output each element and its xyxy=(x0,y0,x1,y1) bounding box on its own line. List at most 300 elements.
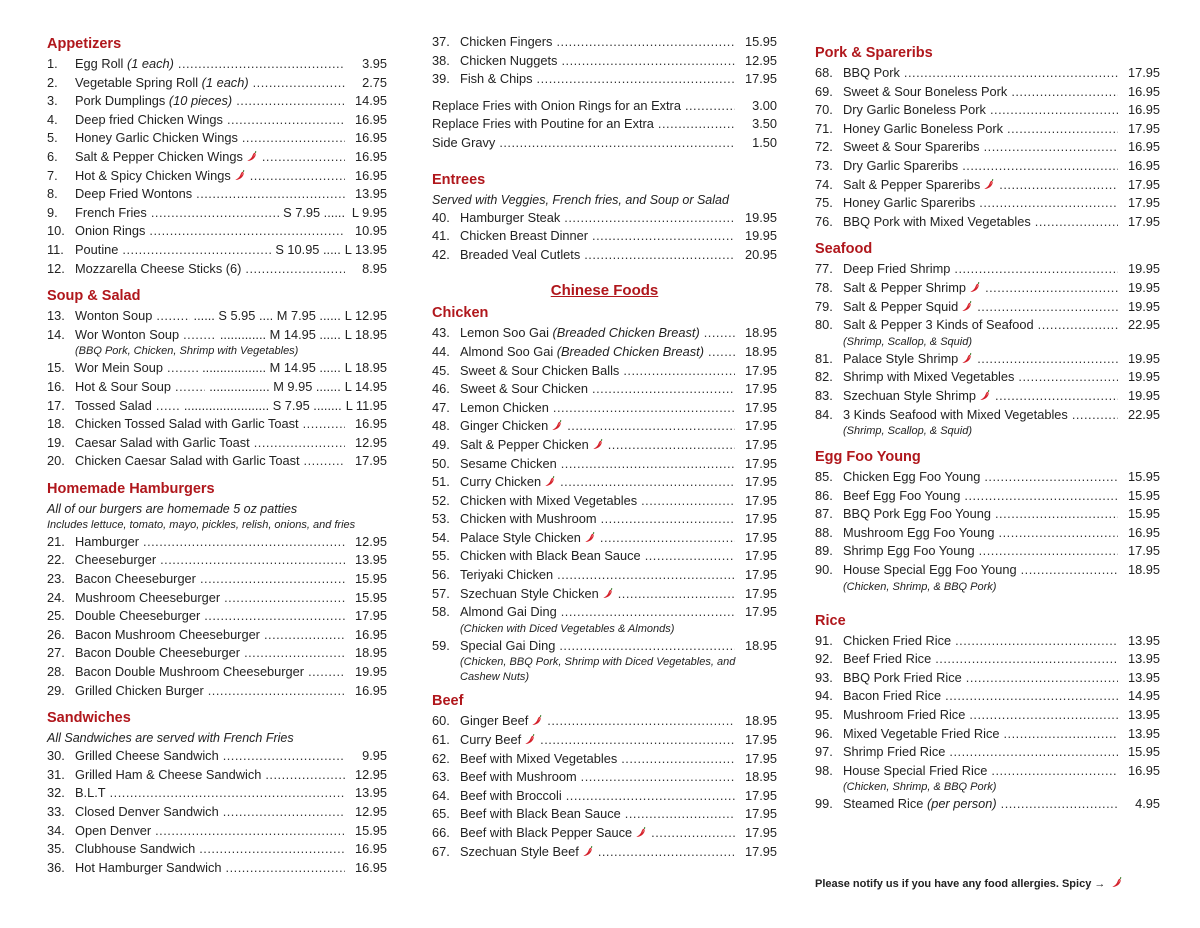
item-number: 60. xyxy=(432,713,450,729)
dot-leader xyxy=(685,97,735,116)
menu-item xyxy=(432,399,777,418)
dot-leader xyxy=(553,399,735,418)
item-name: Chicken Egg Foo Young xyxy=(843,469,981,485)
item-name: House Special Egg Foo Young xyxy=(843,562,1017,578)
item-number: 72. xyxy=(815,139,833,155)
item-price: 12.95 xyxy=(744,52,777,68)
item-price: 17.95 xyxy=(744,399,777,415)
item-name: Chicken Fried Rice xyxy=(843,632,952,648)
item-price: 15.95 xyxy=(1127,487,1160,503)
menu-item xyxy=(432,787,777,806)
item-name-wrap xyxy=(843,487,960,506)
item-name: Bacon Mushroom Cheeseburger xyxy=(75,626,260,642)
menu-item xyxy=(432,566,777,585)
item-price: L 11.95 xyxy=(345,397,387,413)
menu-item xyxy=(432,510,777,529)
menu-item xyxy=(47,766,387,785)
menu-item xyxy=(47,241,387,260)
dot-leader xyxy=(149,222,345,241)
menu-item xyxy=(432,362,777,381)
item-name-wrap xyxy=(75,359,163,378)
item-price: 16.95 xyxy=(354,859,387,875)
menu-item xyxy=(432,529,777,548)
item-number: 81. xyxy=(815,350,833,366)
section-title: Pork & Spareribs xyxy=(815,45,933,61)
section-title: Appetizers xyxy=(47,36,122,52)
menu-item xyxy=(47,682,387,701)
item-name-wrap xyxy=(460,52,557,71)
item-name: Special Gai Ding xyxy=(460,637,556,653)
item-price: 17.95 xyxy=(744,843,777,859)
item-name: Clubhouse Sandwich xyxy=(75,841,196,857)
item-note: (BBQ Pork, Chicken, Shrimp with Vegetables) xyxy=(75,345,299,358)
item-name: Mozzarella Cheese Sticks (6) xyxy=(75,260,242,276)
item-price: 16.95 xyxy=(354,111,387,127)
item-number: 55. xyxy=(432,548,450,564)
item-price: L 12.95 xyxy=(344,308,387,324)
menu-item xyxy=(815,706,1160,725)
item-name-wrap xyxy=(460,343,704,362)
item-name-wrap xyxy=(75,589,220,608)
item-name-wrap xyxy=(75,148,258,167)
item-name-wrap xyxy=(843,260,950,279)
item-name-wrap xyxy=(75,607,200,626)
item-name: Breaded Veal Cutlets xyxy=(460,246,581,262)
item-name: Steamed Rice xyxy=(843,796,924,812)
item-number: 90. xyxy=(815,562,833,578)
spacer xyxy=(47,0,387,33)
item-name: Bacon Double Cheeseburger xyxy=(75,645,241,661)
item-name-wrap xyxy=(460,712,543,731)
item-price: L 18.95 xyxy=(344,326,387,342)
dot-leader xyxy=(561,455,735,474)
extra-name: Side Gravy xyxy=(432,134,496,150)
dot-leader xyxy=(990,101,1118,120)
dot-leader xyxy=(561,603,735,622)
section-title: Chicken xyxy=(432,305,489,322)
item-price: 15.95 xyxy=(354,571,387,587)
dot-leader xyxy=(1001,795,1118,814)
item-price: 4.95 xyxy=(1135,796,1160,812)
dot-leader xyxy=(559,637,735,656)
dot-leader xyxy=(223,747,345,766)
item-number: 53. xyxy=(432,511,450,527)
dot-leader xyxy=(557,566,735,585)
item-price: 18.95 xyxy=(744,325,777,341)
item-name: French Fries xyxy=(75,204,147,220)
item-price: 17.95 xyxy=(744,567,777,583)
dot-leader xyxy=(200,570,345,589)
item-name: Deep fried Chicken Wings xyxy=(75,111,223,127)
item-price: 17.95 xyxy=(744,418,777,434)
item-number: 69. xyxy=(815,83,833,99)
chinese-foods-title: Chinese Foods xyxy=(550,282,659,300)
item-number: 97. xyxy=(815,744,833,760)
dot-leader xyxy=(304,452,345,471)
item-name: Chicken Caesar Salad with Garlic Toast xyxy=(75,453,300,469)
item-name: Chicken Fingers xyxy=(460,34,553,49)
dot-leader xyxy=(236,92,345,111)
extra-price: 3.00 xyxy=(752,97,777,113)
item-number: 42. xyxy=(432,246,450,262)
section-title: Homemade Hamburgers xyxy=(47,480,215,497)
menu-item xyxy=(47,533,387,552)
dot-leader xyxy=(945,687,1118,706)
item-number: 27. xyxy=(47,645,65,661)
item-name-wrap xyxy=(843,561,1017,580)
item-number: 29. xyxy=(47,682,65,698)
item-number: 51. xyxy=(432,474,450,490)
menu-item xyxy=(432,33,777,52)
menu-item xyxy=(432,547,777,566)
dot-leader xyxy=(969,706,1118,725)
spacer xyxy=(47,700,387,707)
item-name-wrap xyxy=(460,805,621,824)
item-number: 10. xyxy=(47,223,65,239)
item-name: Szechuan Style Shrimp xyxy=(843,387,977,403)
dot-leader xyxy=(955,632,1118,651)
menu-item xyxy=(815,138,1160,157)
item-price: 15.95 xyxy=(1127,469,1160,485)
item-name-wrap xyxy=(843,725,1000,744)
item-name: Closed Denver Sandwich xyxy=(75,804,219,819)
item-price: 12.95 xyxy=(354,434,387,450)
item-number: 54. xyxy=(432,529,450,545)
item-price: 19.95 xyxy=(1127,298,1160,314)
item-name: Wor Mein Soup xyxy=(75,360,163,376)
menu-item xyxy=(815,487,1160,506)
item-number: 71. xyxy=(815,120,833,136)
dot-leader xyxy=(999,176,1118,195)
item-name: Salt & Pepper Chicken xyxy=(460,436,589,452)
item-name: Deep Fried Shrimp xyxy=(843,261,951,277)
item-number: 13. xyxy=(47,308,65,324)
dot-leader xyxy=(183,326,216,345)
item-price: 17.95 xyxy=(744,529,777,545)
item-price: 16.95 xyxy=(1127,102,1160,118)
item-price: L 18.95 xyxy=(344,360,387,376)
item-name: Ginger Beef xyxy=(460,713,529,729)
dot-leader xyxy=(1011,83,1118,102)
item-number: 5. xyxy=(47,130,58,146)
menu-item xyxy=(47,415,387,434)
item-price: 18.95 xyxy=(744,637,777,653)
item-name: Honey Garlic Chicken Wings xyxy=(75,130,238,146)
item-name: Sweet & Sour Spareribs xyxy=(843,139,980,155)
menu-item xyxy=(47,607,387,626)
dot-leader xyxy=(621,750,735,769)
menu-item xyxy=(432,750,777,769)
item-number: 9. xyxy=(47,204,58,220)
item-price: 15.95 xyxy=(1127,744,1160,760)
dot-leader xyxy=(645,547,735,566)
item-number: 63. xyxy=(432,769,450,785)
item-number: 17. xyxy=(47,397,65,413)
item-price: 8.95 xyxy=(362,260,387,276)
item-name-wrap xyxy=(75,260,241,279)
item-price: 10.95 xyxy=(354,223,387,239)
section-title: Soup & Salad xyxy=(47,288,141,305)
item-name: Hot Hamburger Sandwich xyxy=(75,859,222,875)
item-detail: (Breaded Chicken Breast) xyxy=(552,325,700,341)
item-number: 14. xyxy=(47,326,65,342)
menu-item xyxy=(815,350,1160,369)
item-name-wrap xyxy=(460,436,604,455)
dot-leader xyxy=(1035,213,1118,232)
item-name: Bacon Cheeseburger xyxy=(75,571,196,587)
menu-item xyxy=(432,824,777,843)
item-price: 17.95 xyxy=(744,732,777,748)
item-price: 18.95 xyxy=(354,645,387,661)
dot-leader xyxy=(242,129,345,148)
menu-item xyxy=(815,298,1160,317)
item-name: Mushroom Egg Foo Young xyxy=(843,524,995,540)
menu-item xyxy=(815,176,1160,195)
item-name: Grilled Ham & Cheese Sandwich xyxy=(75,766,262,782)
item-number: 43. xyxy=(432,325,450,341)
item-name: 3 Kinds Seafood with Mixed Vegetables xyxy=(843,406,1068,422)
item-name-wrap xyxy=(75,415,299,434)
item-size-price: S 10.95 ..... xyxy=(275,241,341,257)
item-number: 66. xyxy=(432,825,450,840)
dot-leader xyxy=(110,784,345,803)
item-number: 59. xyxy=(432,637,450,653)
item-name-wrap xyxy=(843,387,991,406)
item-name-wrap xyxy=(843,505,991,524)
menu-item xyxy=(815,120,1160,139)
item-name-wrap xyxy=(460,824,647,843)
menu-item xyxy=(47,359,387,378)
item-name-wrap xyxy=(75,570,196,589)
menu-item xyxy=(815,669,1160,688)
item-number: 12. xyxy=(47,260,65,276)
menu-item xyxy=(47,74,387,93)
dot-leader xyxy=(199,840,345,859)
item-price: 16.95 xyxy=(1127,762,1160,778)
item-note: (Shrimp, Scallop, & Squid) xyxy=(843,425,972,438)
item-name: Dry Garlic Boneless Pork xyxy=(843,102,986,118)
item-name: Bacon Double Mushroom Cheeseburger xyxy=(75,664,305,680)
item-name: Caesar Salad with Garlic Toast xyxy=(75,434,250,450)
menu-item xyxy=(432,380,777,399)
item-name: Egg Roll xyxy=(75,56,124,71)
item-number: 75. xyxy=(815,195,833,211)
item-price: 20.95 xyxy=(744,246,777,262)
item-name-wrap xyxy=(75,55,174,74)
item-size-price: ............. M 14.95 ...... xyxy=(219,326,341,342)
item-name-wrap xyxy=(75,840,195,859)
dot-leader xyxy=(995,505,1118,524)
dot-leader xyxy=(608,436,735,455)
spacer xyxy=(432,153,777,169)
item-price: 17.95 xyxy=(354,608,387,624)
item-name: Almond Soo Gai xyxy=(460,343,554,359)
item-name: Beef Egg Foo Young xyxy=(843,487,961,503)
item-price: 15.95 xyxy=(1127,506,1160,522)
menu-item xyxy=(815,505,1160,524)
item-number: 45. xyxy=(432,362,450,378)
item-name-wrap xyxy=(843,350,973,369)
item-name: Grilled Chicken Burger xyxy=(75,682,204,698)
spacer xyxy=(432,89,777,97)
menu-item xyxy=(815,468,1160,487)
item-size-price: S 7.95 ...... xyxy=(283,204,345,220)
dot-leader xyxy=(985,279,1118,298)
item-price: 3.95 xyxy=(362,56,387,71)
dot-leader xyxy=(156,307,189,326)
dot-leader xyxy=(253,74,345,93)
menu-item xyxy=(47,803,387,822)
dot-leader xyxy=(156,397,180,416)
dot-leader xyxy=(208,682,345,701)
item-price: 17.95 xyxy=(744,787,777,803)
item-price: 13.95 xyxy=(1127,669,1160,685)
item-name-wrap xyxy=(460,70,533,89)
item-number: 82. xyxy=(815,369,833,385)
dot-leader xyxy=(904,64,1118,83)
item-name-wrap xyxy=(460,33,552,52)
item-name-wrap xyxy=(843,176,995,195)
dot-leader xyxy=(567,417,735,436)
extra-option xyxy=(432,97,777,116)
item-name: Teriyaki Chicken xyxy=(460,567,554,583)
item-price: 17.95 xyxy=(354,453,387,469)
item-name-wrap xyxy=(75,92,232,111)
section-subtitle: All of our burgers are homemade 5 oz patties xyxy=(47,501,298,516)
dot-leader xyxy=(991,762,1118,781)
item-name-wrap xyxy=(75,326,179,345)
dot-leader xyxy=(303,415,345,434)
dot-leader xyxy=(977,350,1118,369)
dot-leader xyxy=(601,510,735,529)
item-price: 22.95 xyxy=(1127,317,1160,333)
item-price: 2.75 xyxy=(362,74,387,90)
item-name: BBQ Pork xyxy=(843,65,900,80)
item-number: 7. xyxy=(47,167,58,183)
dot-leader xyxy=(979,194,1118,213)
item-name-wrap xyxy=(75,822,151,841)
item-name: Beef with Mixed Vegetables xyxy=(460,750,618,766)
item-number: 37. xyxy=(432,34,450,49)
dot-leader xyxy=(708,343,735,362)
item-name-wrap xyxy=(843,762,987,781)
item-name: Chicken Tossed Salad with Garlic Toast xyxy=(75,416,299,432)
item-name-wrap xyxy=(843,743,945,762)
item-name-wrap xyxy=(843,120,1003,139)
item-number: 19. xyxy=(47,434,65,450)
item-number: 94. xyxy=(815,688,833,704)
item-note: (Chicken, Shrimp, & BBQ Pork) xyxy=(843,580,997,593)
item-name-wrap xyxy=(460,585,614,604)
menu-item xyxy=(432,209,777,228)
item-name: Hot & Sour Soup xyxy=(75,378,172,394)
item-price: 17.95 xyxy=(1127,65,1160,80)
item-name: Shrimp with Mixed Vegetables xyxy=(843,369,1015,385)
extra-name: Replace Fries with Onion Rings for an Extra xyxy=(432,97,681,113)
footer-text: Please notify us if you have any food allergies. Spicy → xyxy=(815,878,1106,890)
item-name-wrap xyxy=(843,64,900,83)
menu-item xyxy=(432,246,777,265)
item-number: 92. xyxy=(815,651,833,667)
item-number: 57. xyxy=(432,585,450,601)
dot-leader xyxy=(178,55,345,74)
item-number: 86. xyxy=(815,487,833,503)
item-name-wrap xyxy=(843,669,962,688)
item-number: 28. xyxy=(47,664,65,680)
section-title: Seafood xyxy=(815,241,873,258)
item-name-wrap xyxy=(843,213,1031,232)
dot-leader xyxy=(244,644,345,663)
item-price: 12.95 xyxy=(354,766,387,782)
menu-item xyxy=(432,417,777,436)
dot-leader xyxy=(966,669,1118,688)
menu-item xyxy=(47,55,387,74)
dot-leader xyxy=(1004,725,1119,744)
item-name-wrap xyxy=(75,859,222,878)
section-title: Entrees xyxy=(432,171,486,188)
menu-item xyxy=(815,762,1160,781)
item-name-wrap xyxy=(460,380,588,399)
item-price: 17.95 xyxy=(744,511,777,527)
item-name: Fish & Chips xyxy=(460,71,533,87)
item-price: 14.95 xyxy=(354,93,387,109)
dot-leader xyxy=(560,473,735,492)
item-name: Hamburger xyxy=(75,533,140,549)
item-name: Salt & Pepper Squid xyxy=(843,298,959,314)
item-number: 46. xyxy=(432,381,450,397)
menu-item xyxy=(432,324,777,343)
item-number: 31. xyxy=(47,766,65,782)
chili-pepper-icon xyxy=(961,299,973,311)
dot-leader xyxy=(556,33,735,52)
dot-leader xyxy=(151,204,279,223)
menu-item xyxy=(815,687,1160,706)
item-number: 35. xyxy=(47,841,65,857)
item-name-wrap xyxy=(460,787,562,806)
dot-leader xyxy=(623,362,735,381)
item-number: 41. xyxy=(432,228,450,244)
dot-leader xyxy=(499,134,735,153)
item-price: 16.95 xyxy=(354,130,387,146)
spacer xyxy=(815,595,1160,610)
item-detail: (Breaded Chicken Breast) xyxy=(556,343,704,359)
menu-item xyxy=(47,626,387,645)
chili-pepper-icon xyxy=(246,149,258,161)
menu-item xyxy=(432,731,777,750)
item-name: Poutine xyxy=(75,241,119,257)
item-number: 70. xyxy=(815,102,833,118)
chili-pepper-icon xyxy=(551,418,563,430)
dot-leader xyxy=(227,111,345,130)
dot-leader xyxy=(592,227,735,246)
dot-leader xyxy=(598,843,735,862)
chili-pepper-icon xyxy=(969,280,981,292)
item-price: 17.95 xyxy=(744,436,777,452)
menu-item xyxy=(815,194,1160,213)
item-name: BBQ Pork Egg Foo Young xyxy=(843,506,991,522)
item-name: House Special Fried Rice xyxy=(843,762,988,778)
menu-item xyxy=(815,157,1160,176)
item-number: 50. xyxy=(432,455,450,471)
item-price: 16.95 xyxy=(354,148,387,164)
menu-item xyxy=(815,279,1160,298)
dot-leader xyxy=(160,551,345,570)
item-note: (Chicken, Shrimp, & BBQ Pork) xyxy=(843,781,997,794)
menu-item xyxy=(47,129,387,148)
item-name-wrap xyxy=(75,129,238,148)
item-note: (Chicken with Diced Vegetables & Almonds) xyxy=(460,622,675,635)
chili-pepper-icon xyxy=(1111,876,1123,888)
